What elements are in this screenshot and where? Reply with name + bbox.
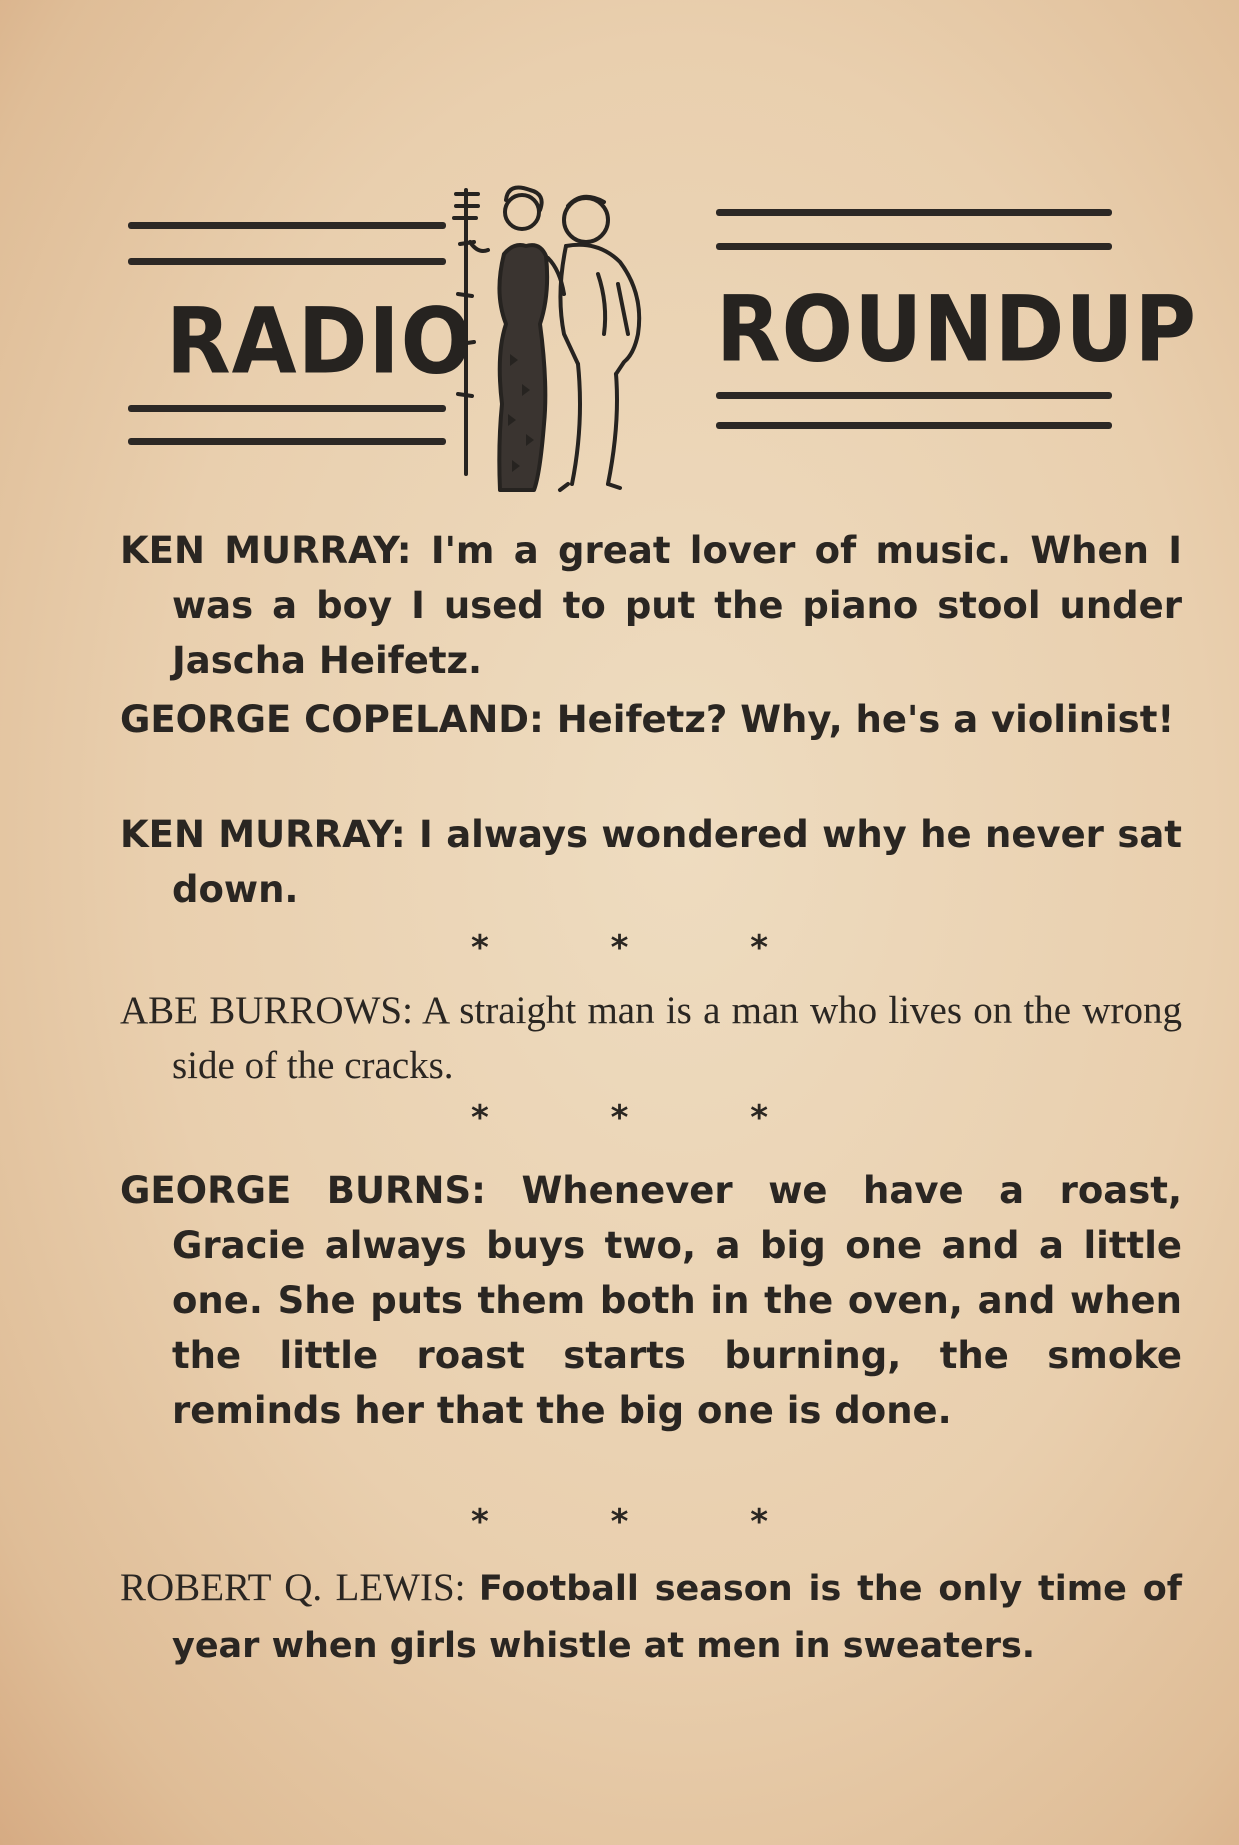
speaker-name: KEN MURRAY: xyxy=(120,813,406,856)
header-rule xyxy=(716,209,1112,216)
header-rule xyxy=(128,258,446,265)
dialogue-line xyxy=(120,983,1182,1093)
section-separator: * * * xyxy=(470,1098,768,1138)
dialogue-line xyxy=(120,692,1182,747)
dialogue-line xyxy=(120,523,1182,688)
speaker-name: GEORGE COPELAND: xyxy=(120,698,544,741)
speaker-name: ROBERT Q. LEWIS: xyxy=(120,1566,466,1609)
header-rule xyxy=(716,243,1112,250)
header-title-roundup: ROUNDUP xyxy=(716,276,1198,383)
header-rule xyxy=(128,222,446,229)
dialogue-text: Whenever we have a roast, Gracie always buys two, a big one and a little one. She puts them both in the oven, and when the little roast starts burning, the smoke reminds her that the big one is done. xyxy=(172,1169,1182,1432)
couple-at-microphone-illustration xyxy=(448,184,696,496)
dialogue-line xyxy=(120,1560,1182,1674)
dialogue-text: I'm a great lover of music. When I was a boy I used to put the piano stool under Jascha Heifetz. xyxy=(172,529,1182,682)
speaker-name: GEORGE BURNS: xyxy=(120,1169,486,1212)
dialogue-line xyxy=(120,807,1182,917)
dialogue-text: I always wondered why he never sat down. xyxy=(172,813,1182,911)
dialogue-text: A straight man is a man who lives on the wrong side of the cracks. xyxy=(172,989,1182,1087)
header-rule xyxy=(716,422,1112,429)
dialogue-line xyxy=(120,1163,1182,1438)
section-separator: * * * xyxy=(470,1502,768,1542)
speaker-name: ABE BURROWS: xyxy=(120,989,413,1032)
header-title-radio: RADIO xyxy=(166,288,474,395)
header-rule xyxy=(128,438,446,445)
header-rule xyxy=(128,405,446,412)
dialogue-text: Heifetz? Why, he's a violinist! xyxy=(556,698,1175,741)
section-separator: * * * xyxy=(470,928,768,968)
header-rule xyxy=(716,392,1112,399)
speaker-name: KEN MURRAY: xyxy=(120,529,412,572)
dialogue-text: Football season is the only time of year when girls whistle at men in sweaters. xyxy=(172,1569,1183,1666)
